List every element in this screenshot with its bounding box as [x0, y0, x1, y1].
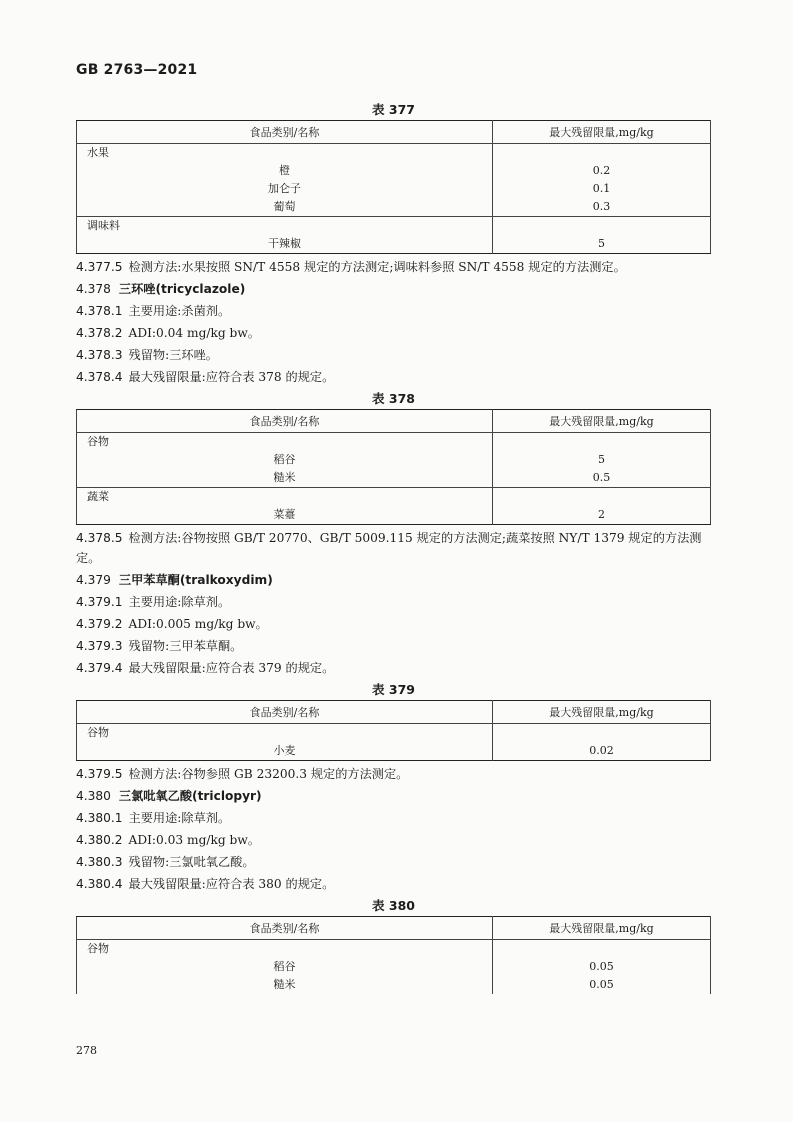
clause-text: 残留物:三环唑。: [128, 348, 218, 362]
clause-number: 4.380.4: [76, 877, 123, 891]
clause-text: 主要用途:杀菌剂。: [128, 304, 231, 318]
residue-limit-table: [76, 409, 711, 525]
clause-paragraph: [76, 367, 711, 387]
column-header-food: 食品类别/名称: [77, 121, 493, 144]
food-name: 干辣椒: [77, 235, 493, 254]
table-row: [77, 162, 711, 180]
mrl-value: 0.02: [589, 744, 614, 757]
clause-number: 4.380.1: [76, 811, 123, 825]
category-name: 水果: [77, 144, 493, 163]
category-value-empty: [493, 940, 711, 959]
food-name: 糙米: [77, 976, 493, 994]
category-row: [77, 144, 711, 163]
table-row: [77, 976, 711, 994]
clause-text: 三甲苯草酮(tralkoxydim): [118, 573, 273, 587]
table-caption: 表 377: [372, 102, 415, 117]
clause-text: 最大残留限量:应符合表 379 的规定。: [128, 661, 335, 675]
column-header-food: 食品类别/名称: [77, 410, 493, 433]
mrl-value: 2: [598, 508, 605, 521]
clause-paragraph: [76, 592, 711, 612]
clause-text: 最大残留限量:应符合表 380 的规定。: [128, 877, 335, 891]
clause-text: 残留物:三甲苯草酮。: [128, 639, 243, 653]
clause-text: 最大残留限量:应符合表 378 的规定。: [128, 370, 335, 384]
clause-paragraph: [76, 852, 711, 872]
table-row: [77, 469, 711, 488]
food-name: 小麦: [77, 742, 493, 761]
food-name: 糙米: [77, 469, 493, 488]
mrl-value: 5: [598, 453, 605, 466]
clause-text: 检测方法:谷物参照 GB 23200.3 规定的方法测定。: [128, 767, 409, 781]
clause-number: 4.380.3: [76, 855, 123, 869]
category-value-empty: [493, 144, 711, 163]
table-header-row: [77, 410, 711, 433]
clause-number: 4.378.5: [76, 531, 123, 545]
clause-number: 4.378.2: [76, 326, 123, 340]
table-header-row: [77, 701, 711, 724]
table-caption: 表 380: [372, 898, 415, 913]
clause-text: 三氯吡氧乙酸(triclopyr): [118, 789, 262, 803]
category-name: 谷物: [77, 724, 493, 743]
food-name: 橙: [77, 162, 493, 180]
column-header-food: 食品类别/名称: [77, 917, 493, 940]
clause-paragraph: [76, 257, 711, 277]
category-name: 调味料: [77, 217, 493, 236]
clause-paragraph: [76, 614, 711, 634]
mrl-value: 0.1: [592, 182, 611, 195]
clause-paragraph: [76, 301, 711, 321]
table-row: [77, 742, 711, 761]
clause-number: 4.380: [76, 789, 111, 803]
clause-paragraph: [76, 830, 711, 850]
table-row: [77, 235, 711, 254]
table-row: [77, 506, 711, 525]
mrl-value: 0.5: [592, 471, 611, 484]
category-row: [77, 488, 711, 507]
table-header-row: [77, 121, 711, 144]
standard-code: GB 2763—2021: [76, 62, 198, 78]
clause-text: ADI:0.04 mg/kg bw。: [128, 326, 260, 340]
clause-number: 4.380.2: [76, 833, 123, 847]
clause-number: 4.378: [76, 282, 111, 296]
residue-limit-table: [76, 120, 711, 254]
document-body: [76, 100, 711, 997]
table-row: [77, 198, 711, 217]
mrl-value: 0.05: [589, 960, 614, 973]
clause-paragraph: [76, 323, 711, 343]
clause-paragraph: [76, 874, 711, 894]
category-value-empty: [493, 488, 711, 507]
mrl-value: 0.3: [592, 200, 611, 213]
clause-number: 4.378.1: [76, 304, 123, 318]
clause-paragraph: [76, 658, 711, 678]
category-row: [77, 724, 711, 743]
residue-limit-table: [76, 916, 711, 994]
column-header-mrl: 最大残留限量,mg/kg: [493, 121, 711, 144]
clause-text: 主要用途:除草剂。: [128, 595, 231, 609]
category-name: 蔬菜: [77, 488, 493, 507]
section-title: [76, 570, 711, 590]
table-caption: 表 378: [372, 391, 415, 406]
clause-number: 4.377.5: [76, 260, 123, 274]
category-row: [77, 217, 711, 236]
table-row: [77, 180, 711, 198]
clause-text: 检测方法:谷物按照 GB/T 20770、GB/T 5009.115 规定的方法测定;蔬菜按照 NY/T 1379 规定的方法测定。: [76, 531, 702, 565]
clause-paragraph: [76, 808, 711, 828]
column-header-food: 食品类别/名称: [77, 701, 493, 724]
clause-number: 4.379.5: [76, 767, 123, 781]
residue-limit-table: [76, 700, 711, 761]
category-value-empty: [493, 724, 711, 743]
clause-text: ADI:0.03 mg/kg bw。: [128, 833, 260, 847]
table-caption: 表 379: [372, 682, 415, 697]
clause-paragraph: [76, 636, 711, 656]
clause-number: 4.379.2: [76, 617, 123, 631]
food-name: 稻谷: [77, 958, 493, 976]
section-title: [76, 279, 711, 299]
clause-text: 检测方法:水果按照 SN/T 4558 规定的方法测定;调味料参照 SN/T 4558 规定的方法测定。: [128, 260, 626, 274]
clause-text: 残留物:三氯吡氧乙酸。: [128, 855, 255, 869]
category-name: 谷物: [77, 433, 493, 452]
category-value-empty: [493, 217, 711, 236]
clause-text: ADI:0.005 mg/kg bw。: [128, 617, 268, 631]
column-header-mrl: 最大残留限量,mg/kg: [493, 917, 711, 940]
table-row: [77, 958, 711, 976]
table-header-row: [77, 917, 711, 940]
column-header-mrl: 最大残留限量,mg/kg: [493, 701, 711, 724]
clause-paragraph: [76, 764, 711, 784]
category-name: 谷物: [77, 940, 493, 959]
clause-text: 主要用途:除草剂。: [128, 811, 231, 825]
clause-number: 4.379.1: [76, 595, 123, 609]
food-name: 加仑子: [77, 180, 493, 198]
clause-number: 4.379.4: [76, 661, 123, 675]
food-name: 菜薹: [77, 506, 493, 525]
section-title: [76, 786, 711, 806]
clause-paragraph: [76, 345, 711, 365]
page-number: 278: [76, 1044, 97, 1057]
clause-paragraph: [76, 528, 711, 568]
column-header-mrl: 最大残留限量,mg/kg: [493, 410, 711, 433]
mrl-value: 0.2: [592, 164, 611, 177]
clause-number: 4.379: [76, 573, 111, 587]
category-row: [77, 940, 711, 959]
clause-text: 三环唑(tricyclazole): [118, 282, 246, 296]
mrl-value: 0.05: [589, 978, 614, 991]
clause-number: 4.378.4: [76, 370, 123, 384]
clause-number: 4.378.3: [76, 348, 123, 362]
food-name: 稻谷: [77, 451, 493, 469]
category-row: [77, 433, 711, 452]
food-name: 葡萄: [77, 198, 493, 217]
mrl-value: 5: [598, 237, 605, 250]
clause-number: 4.379.3: [76, 639, 123, 653]
table-row: [77, 451, 711, 469]
category-value-empty: [493, 433, 711, 452]
